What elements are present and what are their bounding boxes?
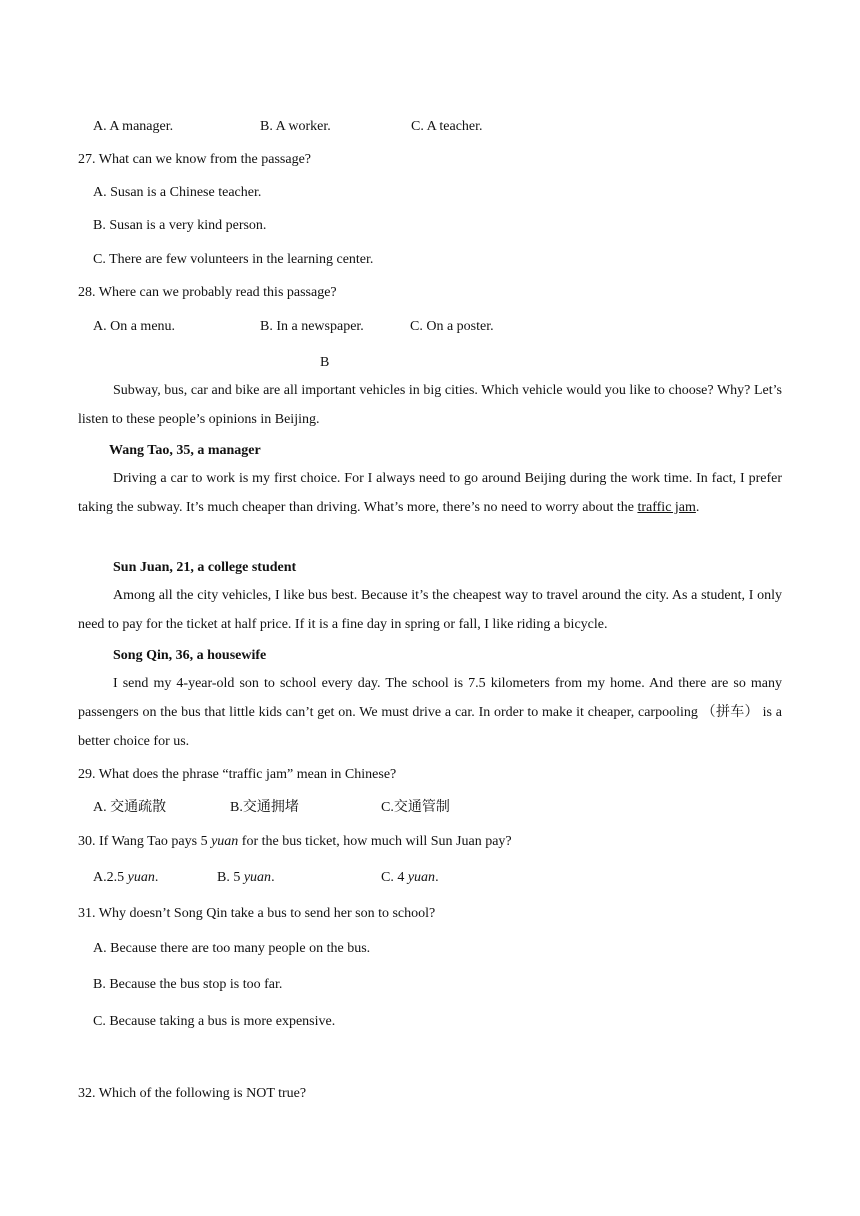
paragraph-wang-tao: Driving a car to work is my first choice. For I always need to go around Beijing during the work time. In fact, I prefer taking the subway. It’s much cheaper than driving. What’s more, there’s no need to worry about the traffic jam.: [78, 471, 782, 515]
q27-option-b: B. Susan is a very kind person.: [93, 218, 267, 233]
q32-question: 32. Which of the following is NOT true?: [78, 1086, 307, 1101]
q28-option-b: B. In a newspaper.: [260, 319, 364, 334]
speaker-name-sun-juan: Sun Juan, 21, a college student: [113, 560, 297, 575]
section-heading: B: [320, 355, 330, 370]
q28-question: 28. Where can we probably read this passage?: [78, 285, 337, 300]
underlined-phrase: traffic jam: [637, 500, 696, 515]
q29-option-b: B.交通拥堵: [230, 800, 299, 815]
q26-option-b: B. A worker.: [260, 119, 331, 134]
q28-option-a: A. On a menu.: [93, 319, 176, 334]
q31-option-a: A. Because there are too many people on the bus.: [93, 941, 371, 956]
q27-option-a: A. Susan is a Chinese teacher.: [93, 185, 262, 200]
q29-option-c: C.交通管制: [381, 800, 450, 815]
paragraph-sun-juan: Among all the city vehicles, I like bus best. Because it’s the cheapest way to travel around the city. As a student, I only need to pay for the ticket at half price. If it is a fine day in spring or fall, I like riding a bicycle.: [78, 588, 782, 632]
q28-option-c: C. On a poster.: [410, 319, 494, 334]
speaker-name-wang-tao: Wang Tao, 35, a manager: [109, 443, 261, 458]
q30-option-a: A.2.5 yuan.: [93, 870, 159, 885]
q29-option-a: A. 交通疏散: [93, 800, 167, 815]
q29-question: 29. What does the phrase “traffic jam” mean in Chinese?: [78, 767, 397, 782]
q30-question: 30. If Wang Tao pays 5 yuan for the bus ticket, how much will Sun Juan pay?: [78, 834, 512, 849]
q26-option-c: C. A teacher.: [411, 119, 483, 134]
q30-option-c: C. 4 yuan.: [381, 870, 439, 885]
paragraph-song-qin: I send my 4-year-old son to school every day. The school is 7.5 kilometers from my home. And there are so many passengers on the bus that little kids can’t get on. We must drive a car. In order to make it cheaper, carpooling （拼车） is a better choice for us.: [78, 676, 782, 749]
speaker-name-song-qin: Song Qin, 36, a housewife: [113, 648, 267, 663]
q27-question: 27. What can we know from the passage?: [78, 152, 311, 167]
intro-paragraph: Subway, bus, car and bike are all important vehicles in big cities. Which vehicle would you like to choose? Why? Let’s listen to these people’s opinions in Beijing.: [78, 383, 782, 427]
q31-option-b: B. Because the bus stop is too far.: [93, 977, 283, 992]
q27-option-c: C. There are few volunteers in the learning center.: [93, 252, 374, 267]
q30-option-b: B. 5 yuan.: [217, 870, 275, 885]
q31-question: 31. Why doesn’t Song Qin take a bus to send her son to school?: [78, 906, 436, 921]
q31-option-c: C. Because taking a bus is more expensive.: [93, 1014, 336, 1029]
q26-option-a: A. A manager.: [93, 119, 174, 134]
